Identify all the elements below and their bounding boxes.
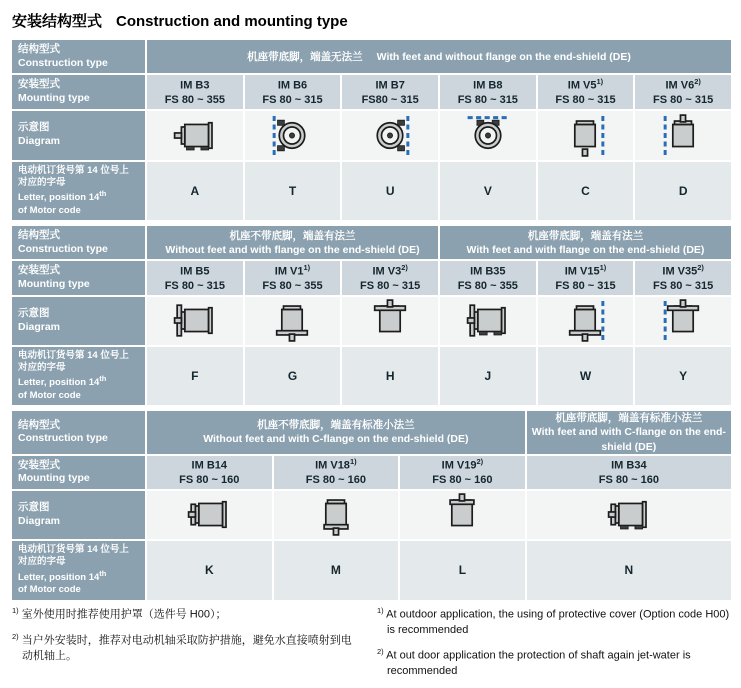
mounting-label-en: Mounting type	[18, 91, 90, 104]
group-header-feet-flange: 机座带底脚，端盖有法兰 With feet and with flange on the end-shield (DE)	[440, 226, 731, 259]
letter-cell-l: L	[400, 541, 525, 600]
group-header-feet-no-flange	[147, 40, 731, 73]
letter-cell-u: U	[342, 162, 438, 221]
letter-cell-y: Y	[635, 347, 731, 406]
letter-cell-j: J	[440, 347, 536, 406]
mounting-cell-im-b34: IM B34 FS 80 ~ 160	[527, 456, 731, 489]
mounting-cell-im-b8: IM B8 FS 80 ~ 315	[440, 75, 536, 108]
group-header-no-feet-c-flange: 机座不带底脚，端盖有标准小法兰 Without feet and with C-flange on the end-shield (DE)	[147, 411, 525, 454]
row-label-diagram	[12, 111, 145, 160]
mounting-cell-im-v1: IM V1$^{1)}$ FS 80 ~ 355	[245, 261, 341, 294]
group-header-no-feet-flange: 机座不带底脚，端盖有法兰 Without feet and with flange on the end-shield (DE)	[147, 226, 438, 259]
row-label-mounting-type	[12, 75, 145, 108]
mounting-cell-im-v15: IM V15$^{1)}$ FS 80 ~ 315	[538, 261, 634, 294]
footnote-en-1: $^{1)}$ At outdoor application, the using of protective cover (Option code H00) is recommended	[377, 605, 730, 636]
motor-front-ceiling-icon	[454, 114, 522, 157]
mounting-cell-im-v35: IM V35$^{2)}$ FS 80 ~ 315	[635, 261, 731, 294]
diagram-cell-im-v19	[400, 491, 525, 539]
diagram-cell-im-b14	[147, 491, 272, 539]
motor-side-flange-icon	[161, 299, 229, 342]
diagram-cell-im-b5	[147, 297, 243, 345]
letter-cell-a: A	[147, 162, 243, 221]
row-label-construction-type	[12, 40, 145, 73]
row-label-construction-type: 结构型式 Construction type	[12, 226, 145, 259]
group-header-en: With feet and without flange on the end-shield (DE)	[376, 50, 631, 63]
row-label-diagram: 示意图 Diagram	[12, 491, 145, 539]
footnotes-zh	[12, 606, 377, 688]
motor-front-wall-left-icon	[258, 114, 326, 157]
row-label-mounting-type: 安装型式 Mounting type	[12, 456, 145, 489]
table-feet-no-flange	[12, 40, 731, 220]
letter-cell-h: H	[342, 347, 438, 406]
diagram-label-zh: 示意图	[18, 121, 50, 134]
motor-side-feet-icon	[161, 114, 229, 157]
table-flange	[12, 226, 731, 405]
diagram-cell-im-v6	[635, 111, 731, 160]
diagram-cell-im-b34	[527, 491, 731, 539]
letter-cell-m: M	[274, 541, 399, 600]
row-label-motor-code-letter: 电动机订货号第 14 位号上 对应的字母 Letter, position 14th of Motor code	[12, 541, 145, 600]
row-label-motor-code-letter: 电动机订货号第 14 位号上 对应的字母 Letter, position 14th of Motor code	[12, 347, 145, 406]
motor-vertical-shaft-up-icon	[649, 114, 717, 157]
mounting-cell-im-v3: IM V3$^{2)}$ FS 80 ~ 315	[342, 261, 438, 294]
construction-label-zh: 结构型式	[18, 43, 60, 55]
diagram-cell-im-v18	[274, 491, 399, 539]
motor-vertical-feet-flange-wall-left-icon	[649, 299, 717, 342]
mounting-cell-im-b3: IM B3 FS 80 ~ 355	[147, 75, 243, 108]
group-header-feet-c-flange: 机座带底脚，端盖有标准小法兰 With feet and with C-flange on the end-shield (DE)	[527, 411, 731, 454]
motor-vertical-cflange-down-icon	[302, 493, 370, 536]
mounting-cell-im-v18: IM V18$^{1)}$ FS 80 ~ 160	[274, 456, 399, 489]
diagram-cell-im-b8	[440, 111, 536, 160]
diagram-cell-im-v35	[635, 297, 731, 345]
footnote-zh-2: $^{2)}$ 当户外安装时，推荐对电动机轴采取防护措施，避免水直接喷射到电动机轴上。	[12, 631, 352, 662]
mounting-label-zh: 安装型式	[18, 78, 60, 91]
motor-side-cflange-icon	[175, 493, 243, 536]
mounting-cell-im-b14: IM B14 FS 80 ~ 160	[147, 456, 272, 489]
letter-cell-k: K	[147, 541, 272, 600]
letter-cell-v: V	[440, 162, 536, 221]
diagram-cell-im-v15	[538, 297, 634, 345]
mounting-cell-im-v5: IM V5$^{1)}$ FS 80 ~ 315	[538, 75, 634, 108]
diagram-cell-im-b6	[245, 111, 341, 160]
letter-cell-d: D	[635, 162, 731, 221]
diagram-cell-im-v1	[245, 297, 341, 345]
diagram-cell-im-b7	[342, 111, 438, 160]
motor-vertical-shaft-down-icon	[551, 114, 619, 157]
footnotes-en	[377, 606, 731, 688]
footnotes	[12, 606, 731, 688]
page-title-zh: 安装结构型式	[12, 13, 103, 30]
mounting-cell-im-v6: IM V6$^{2)}$ FS 80 ~ 315	[635, 75, 731, 108]
mounting-cell-im-b7: IM B7 FS80 ~ 315	[342, 75, 438, 108]
letter-cell-t: T	[245, 162, 341, 221]
motor-vertical-cflange-up-icon	[428, 493, 496, 536]
diagram-cell-im-v5	[538, 111, 634, 160]
motor-front-wall-right-icon	[356, 114, 424, 157]
letter-cell-w: W	[538, 347, 634, 406]
mounting-cell-im-b35: IM B35 FS 80 ~ 355	[440, 261, 536, 294]
motor-vertical-flange-down-icon	[258, 299, 326, 342]
letter-cell-n: N	[527, 541, 731, 600]
mounting-cell-im-b5: IM B5 FS 80 ~ 315	[147, 261, 243, 294]
mounting-cell-im-b6: IM B6 FS 80 ~ 315	[245, 75, 341, 108]
row-label-construction-type: 结构型式 Construction type	[12, 411, 145, 454]
motor-side-feet-flange-icon	[454, 299, 522, 342]
letter-cell-g: G	[245, 347, 341, 406]
table-c-flange	[12, 411, 731, 599]
construction-label-en: Construction type	[18, 56, 108, 69]
row-label-diagram: 示意图 Diagram	[12, 297, 145, 345]
diagram-cell-im-b3	[147, 111, 243, 160]
footnote-zh-1: $^{1)}$ 室外使用时推荐使用护罩（选件号 H00）；	[12, 605, 227, 621]
diagram-cell-im-b35	[440, 297, 536, 345]
footnote-en-2: $^{2)}$ At out door application the protection of shaft again jet-water is recommended	[377, 646, 691, 677]
page-title	[12, 10, 731, 31]
page-title-en: Construction and mounting type	[116, 13, 348, 30]
diagram-cell-im-v3	[342, 297, 438, 345]
row-label-mounting-type: 安装型式 Mounting type	[12, 261, 145, 294]
motor-vertical-feet-wall-right-icon	[551, 299, 619, 342]
group-header-zh: 机座带底脚，端盖无法兰	[247, 50, 363, 63]
letter-cell-f: F	[147, 347, 243, 406]
letter-cell-c: C	[538, 162, 634, 221]
diagram-label-en: Diagram	[18, 135, 61, 148]
mounting-cell-im-v19: IM V19$^{2)}$ FS 80 ~ 160	[400, 456, 525, 489]
motor-side-feet-cflange-icon	[595, 493, 663, 536]
motor-vertical-flange-up-icon	[356, 299, 424, 342]
row-label-motor-code-letter: 电动机订货号第 14 位号上 对应的字母 Letter, position 14th of Motor code	[12, 162, 145, 221]
